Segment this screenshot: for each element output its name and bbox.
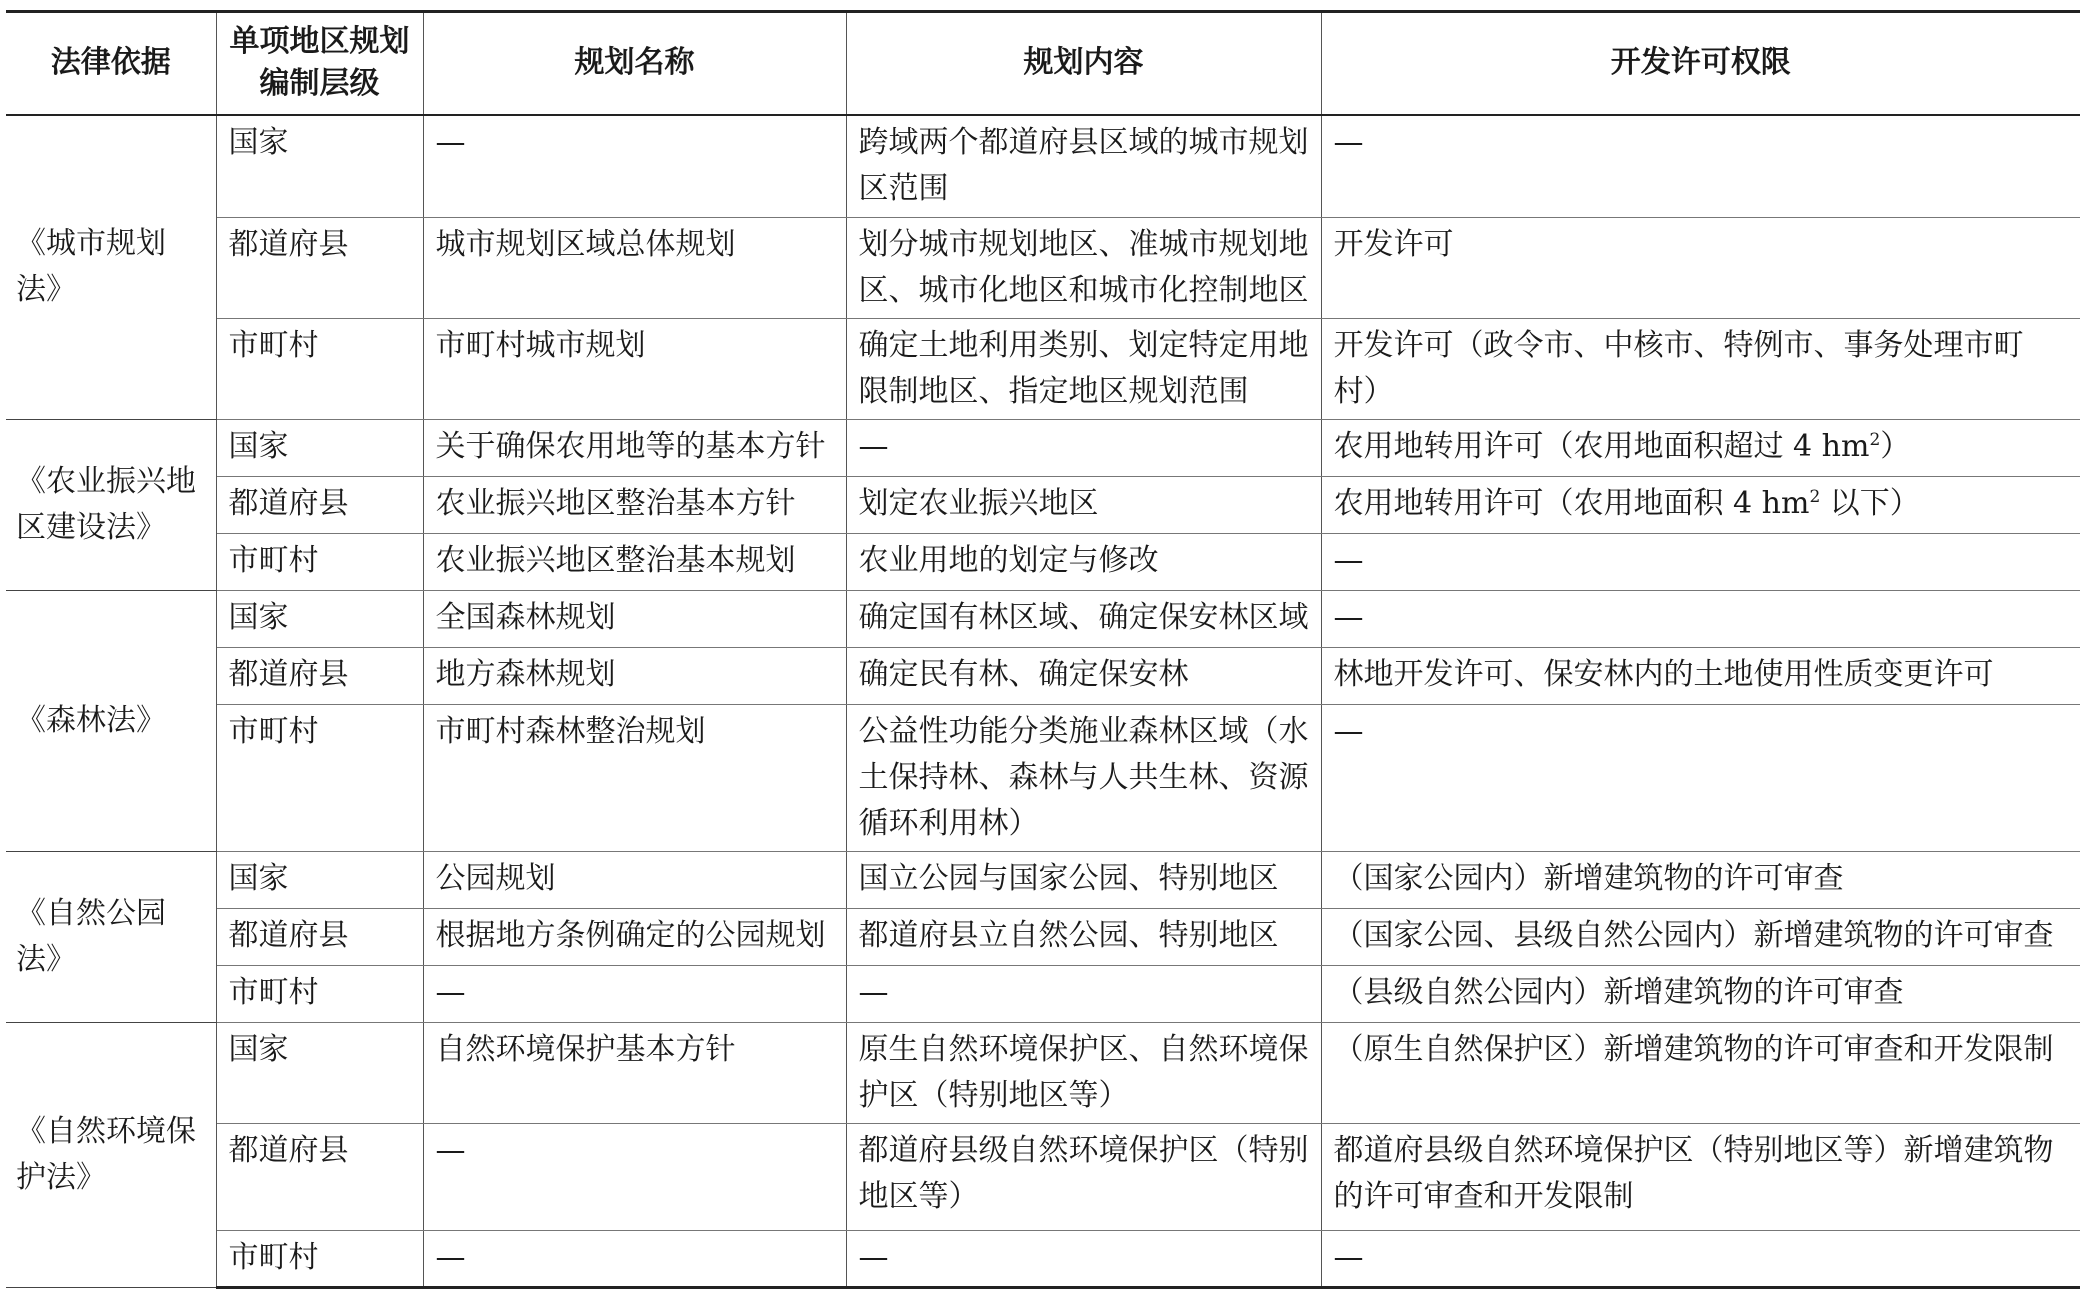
law-cell: 《自然公园法》 (6, 852, 216, 1023)
plan-name-cell: 公园规划 (423, 852, 846, 909)
plan-content-cell: 都道府县级自然环境保护区（特别地区等） (846, 1124, 1321, 1231)
permit-cell: — (1321, 591, 2080, 648)
table-row (6, 648, 2080, 705)
permit-text: 农用地转用许可（农用地面积 4 hm (1333, 486, 1810, 521)
plan-content-cell: 原生自然环境保护区、自然环境保护区（特别地区等） (846, 1023, 1321, 1124)
permit-text: 农用地转用许可（农用地面积超过 4 hm (1333, 429, 1870, 464)
permit-superscript: 2 (1809, 487, 1821, 507)
plan-name-cell: 地方森林规划 (423, 648, 846, 705)
level-cell: 都道府县 (216, 218, 423, 319)
plan-content-cell: 都道府县立自然公园、特别地区 (846, 909, 1321, 966)
table-row (6, 1231, 2080, 1288)
level-cell: 市町村 (216, 1231, 423, 1288)
plan-name-cell: — (423, 966, 846, 1023)
table-row (6, 420, 2080, 477)
table-row (6, 477, 2080, 534)
header-level: 单项地区规划编制层级 (216, 12, 423, 115)
table-row (6, 1124, 2080, 1231)
permit-cell: 开发许可 (1321, 218, 2080, 319)
level-cell: 都道府县 (216, 648, 423, 705)
plan-name-cell: 关于确保农用地等的基本方针 (423, 420, 846, 477)
table-row (6, 852, 2080, 909)
law-cell: 《农业振兴地区建设法》 (6, 420, 216, 591)
plan-content-cell: — (846, 966, 1321, 1023)
level-cell: 都道府县 (216, 1124, 423, 1231)
permit-cell: （国家公园内）新增建筑物的许可审查 (1321, 852, 2080, 909)
table-header (6, 12, 2080, 115)
header-permit-authority: 开发许可权限 (1321, 12, 2080, 115)
level-cell: 市町村 (216, 705, 423, 852)
plan-content-cell: — (846, 1231, 1321, 1288)
plan-name-cell: 市町村城市规划 (423, 319, 846, 420)
permit-cell: — (1321, 1231, 2080, 1288)
plan-name-cell: — (423, 1231, 846, 1288)
plan-content-cell: 国立公园与国家公园、特别地区 (846, 852, 1321, 909)
permit-cell: （国家公园、县级自然公园内）新增建筑物的许可审查 (1321, 909, 2080, 966)
plan-content-cell: — (846, 420, 1321, 477)
plan-content-cell: 确定国有林区域、确定保安林区域 (846, 591, 1321, 648)
permit-cell (1321, 420, 2080, 477)
header-row (6, 12, 2080, 115)
header-law: 法律依据 (6, 12, 216, 115)
permit-cell: — (1321, 115, 2080, 218)
plan-content-cell: 确定土地利用类别、划定特定用地限制地区、指定地区规划范围 (846, 319, 1321, 420)
plan-name-cell: 全国森林规划 (423, 591, 846, 648)
plan-content-cell: 农业用地的划定与修改 (846, 534, 1321, 591)
table-row (6, 115, 2080, 218)
permit-text-end: ） (1880, 429, 1911, 464)
plan-name-cell: 自然环境保护基本方针 (423, 1023, 846, 1124)
law-cell: 《森林法》 (6, 591, 216, 852)
permit-cell: 开发许可（政令市、中核市、特例市、事务处理市町村） (1321, 319, 2080, 420)
permit-text-end: 以下） (1820, 486, 1920, 521)
table-body (6, 115, 2080, 1288)
table-row (6, 1023, 2080, 1124)
table-row (6, 218, 2080, 319)
permit-cell: （原生自然保护区）新增建筑物的许可审查和开发限制 (1321, 1023, 2080, 1124)
permit-cell: — (1321, 705, 2080, 852)
level-cell: 国家 (216, 591, 423, 648)
table-row (6, 591, 2080, 648)
plan-name-cell: 根据地方条例确定的公园规划 (423, 909, 846, 966)
plan-name-cell: 城市规划区域总体规划 (423, 218, 846, 319)
regulation-table-container (6, 10, 2080, 1289)
regulation-table (6, 10, 2080, 1289)
plan-name-cell: — (423, 1124, 846, 1231)
plan-name-cell: — (423, 115, 846, 218)
plan-name-cell: 农业振兴地区整治基本规划 (423, 534, 846, 591)
level-cell: 都道府县 (216, 477, 423, 534)
table-row (6, 966, 2080, 1023)
permit-cell: 都道府县级自然环境保护区（特别地区等）新增建筑物的许可审查和开发限制 (1321, 1124, 2080, 1231)
level-cell: 国家 (216, 852, 423, 909)
level-cell: 国家 (216, 115, 423, 218)
level-cell: 国家 (216, 420, 423, 477)
plan-content-cell: 确定民有林、确定保安林 (846, 648, 1321, 705)
permit-cell: 林地开发许可、保安林内的土地使用性质变更许可 (1321, 648, 2080, 705)
level-cell: 市町村 (216, 534, 423, 591)
law-cell: 《自然环境保护法》 (6, 1023, 216, 1288)
level-cell: 国家 (216, 1023, 423, 1124)
permit-cell (1321, 477, 2080, 534)
plan-content-cell: 跨域两个都道府县区域的城市规划区范围 (846, 115, 1321, 218)
plan-content-cell: 公益性功能分类施业森林区域（水土保持林、森林与人共生林、资源循环利用林） (846, 705, 1321, 852)
permit-superscript: 2 (1869, 430, 1881, 450)
table-row (6, 319, 2080, 420)
plan-content-cell: 划定农业振兴地区 (846, 477, 1321, 534)
law-cell: 《城市规划法》 (6, 115, 216, 420)
level-cell: 市町村 (216, 319, 423, 420)
table-row (6, 909, 2080, 966)
plan-content-cell: 划分城市规划地区、准城市规划地区、城市化地区和城市化控制地区 (846, 218, 1321, 319)
header-plan-content: 规划内容 (846, 12, 1321, 115)
level-cell: 市町村 (216, 966, 423, 1023)
permit-cell: — (1321, 534, 2080, 591)
table-row (6, 534, 2080, 591)
permit-cell: （县级自然公园内）新增建筑物的许可审查 (1321, 966, 2080, 1023)
header-plan-name: 规划名称 (423, 12, 846, 115)
level-cell: 都道府县 (216, 909, 423, 966)
plan-name-cell: 农业振兴地区整治基本方针 (423, 477, 846, 534)
plan-name-cell: 市町村森林整治规划 (423, 705, 846, 852)
table-row (6, 705, 2080, 852)
